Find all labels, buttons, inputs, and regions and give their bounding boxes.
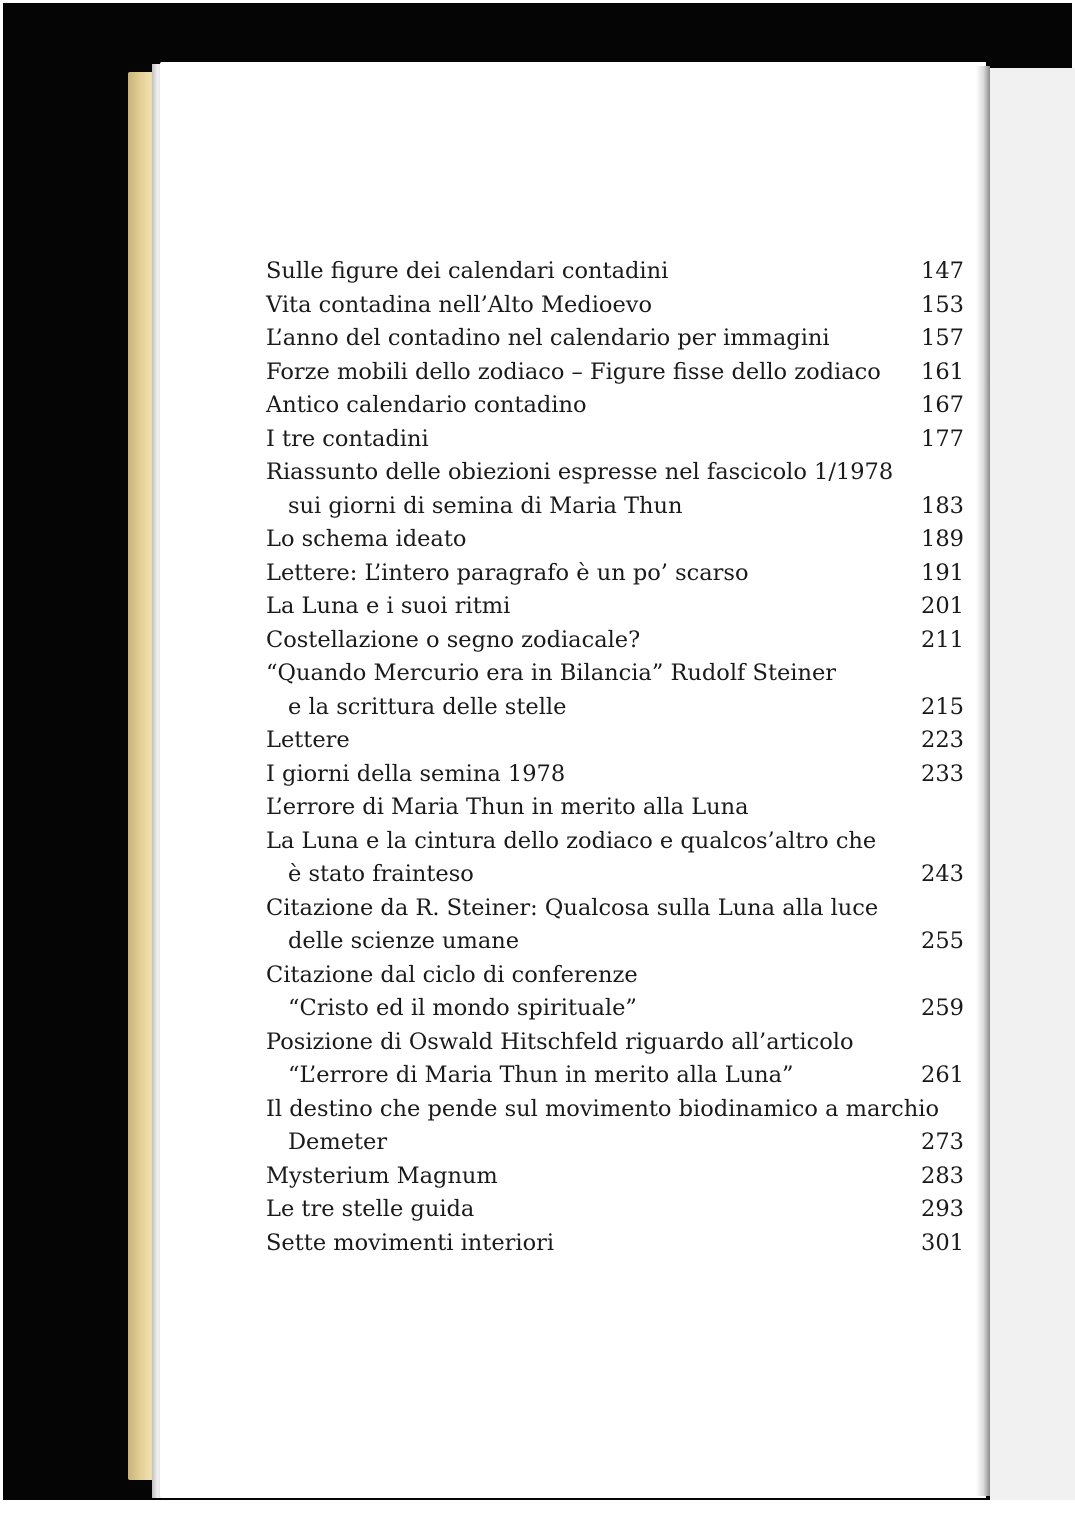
toc-entry-title: Citazione da R. Steiner: Qualcosa sulla Luna alla luce [266,894,879,921]
toc-entry [266,1227,964,1261]
toc-entry-page-number: 301 [921,1229,964,1256]
toc-entry [266,925,964,959]
toc-entry [266,557,964,591]
toc-entry-page-number: 189 [921,526,964,552]
toc-entry [266,322,964,356]
toc-entry-page-number: 201 [921,593,964,619]
toc-entry-title: è stato frainteso [288,861,474,887]
toc-entry-page-number: 153 [921,291,964,318]
gutter-shadow [976,66,990,1496]
toc-entry-page-number: 261 [921,1062,964,1088]
toc-entry [266,758,964,792]
toc-entry [266,1126,964,1160]
toc-entry-title: Le tre stelle guida [266,1196,475,1222]
toc-entry [266,992,964,1026]
toc-entry [266,289,964,323]
toc-entry [266,1059,964,1093]
toc-entry [266,624,964,658]
toc-entry-page-number: 255 [921,928,964,954]
toc-entry [266,255,964,289]
toc-entry-page-number: 161 [921,358,964,385]
toc-entry-page-number: 243 [921,861,964,887]
toc-entry [266,523,964,557]
toc-entry-page-number: 215 [921,693,964,720]
toc-entry-page-number: 147 [921,258,964,284]
toc-entry [266,724,964,758]
toc-entry-title: Forze mobili dello zodiaco – Figure fisse dello zodiaco [266,358,881,385]
toc-entry-page-number: 157 [921,325,964,351]
toc-entry [266,1093,964,1127]
toc-entry-title: sui giorni di semina di Maria Thun [288,492,683,519]
toc-entry-title: Citazione dal ciclo di conferenze [266,961,638,988]
toc-entry-title: Mysterium Magnum [266,1162,498,1189]
toc-entry-title: Vita contadina nell’Alto Medioevo [266,291,653,318]
toc-entry-title: Posizione di Oswald Hitschfeld riguardo all’articolo [266,1028,854,1055]
toc-entry-title: I tre contadini [266,425,429,452]
toc-entry [266,892,964,926]
toc-entry-page-number: 233 [921,760,964,787]
toc-entry-title: Lo schema ideato [266,526,467,552]
toc-entry [266,356,964,390]
toc-entry-title: Antico calendario contadino [266,392,587,418]
facing-page [990,68,1075,1500]
toc-entry-title: “Quando Mercurio era in Bilancia” Rudolf Steiner [266,660,837,686]
toc-entry [266,389,964,423]
toc-entry-page-number: 177 [921,425,964,452]
toc-entry [266,691,964,725]
toc-entry [266,858,964,892]
toc-entry-title: Riassunto delle obiezioni espresse nel fascicolo 1/1978 [266,459,894,485]
toc-entry [266,423,964,457]
toc-entry [266,825,964,859]
toc-entry-title: “Cristo ed il mondo spirituale” [288,995,637,1021]
toc-entry [266,791,964,825]
toc-entry-title: Lettere [266,727,350,753]
toc-entry [266,1026,964,1060]
toc-entry [266,490,964,524]
toc-entry-page-number: 223 [921,727,964,753]
toc-entry-title: Sulle figure dei calendari contadini [266,258,669,284]
toc-entry-page-number: 259 [921,995,964,1021]
toc-entry-page-number: 293 [921,1196,964,1222]
toc-entry-title: L’anno del contadino nel calendario per immagini [266,325,830,351]
table-of-contents [266,255,964,1260]
toc-entry-page-number: 167 [921,392,964,418]
toc-entry [266,1193,964,1227]
toc-entry-page-number: 211 [921,626,964,653]
toc-entry-title: La Luna e la cintura dello zodiaco e qualcos’altro che [266,827,877,854]
toc-entry-title: “L’errore di Maria Thun in merito alla Luna” [288,1062,794,1088]
toc-entry-title: Sette movimenti interiori [266,1229,555,1256]
toc-entry-title: Il destino che pende sul movimento biodinamico a marchio [266,1095,940,1122]
toc-entry-page-number: 273 [921,1129,964,1155]
toc-entry [266,1160,964,1194]
toc-entry-title: Lettere: L’intero paragrafo è un po’ scarso [266,559,749,586]
toc-entry-page-number: 191 [921,559,964,586]
toc-entry-title: I giorni della semina 1978 [266,760,566,787]
toc-entry [266,456,964,490]
toc-entry [266,657,964,691]
toc-entry-title: delle scienze umane [288,928,520,954]
toc-entry-title: La Luna e i suoi ritmi [266,593,511,619]
toc-entry-title: L’errore di Maria Thun in merito alla Luna [266,794,749,820]
toc-entry-page-number: 183 [921,492,964,519]
toc-entry-title: e la scrittura delle stelle [288,693,567,720]
toc-entry [266,959,964,993]
toc-entry-page-number: 283 [921,1162,964,1189]
toc-entry-title: Demeter [288,1129,388,1155]
toc-entry [266,590,964,624]
toc-entry-title: Costellazione o segno zodiacale? [266,626,641,653]
